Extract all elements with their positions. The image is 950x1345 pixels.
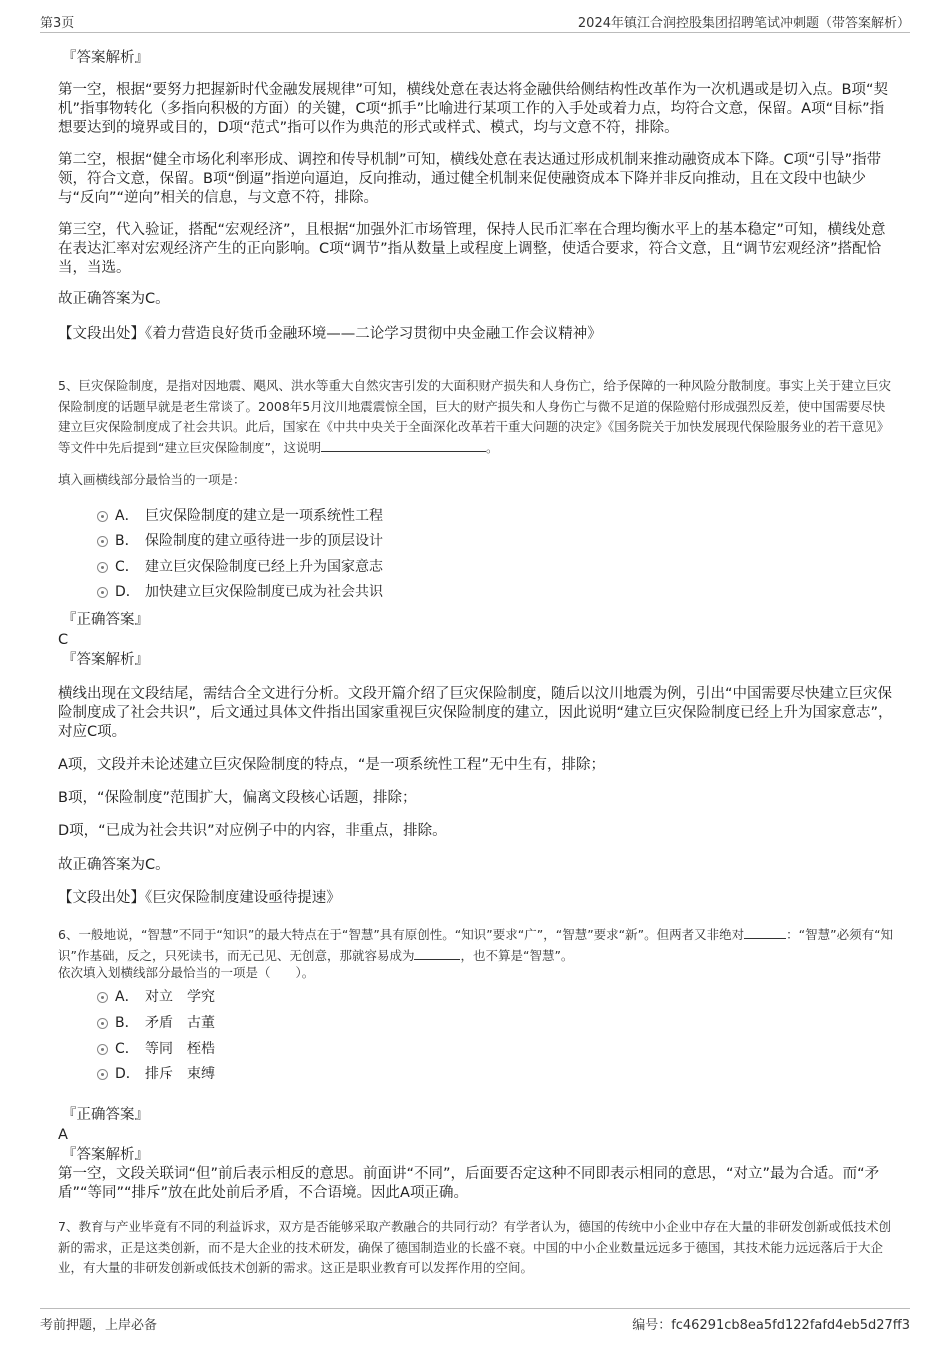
option-text: 加快建立巨灾保险制度已成为社会共识 [145, 584, 383, 600]
page-footer [40, 1308, 910, 1333]
q6-blank-2 [414, 947, 460, 960]
option-text: 排斥 束缚 [145, 1066, 215, 1082]
q5-analysis-p4: D项，“已成为社会共识”对应例子中的内容，非重点，排除。 [58, 823, 447, 839]
option-text: 矛盾 古董 [145, 1015, 215, 1031]
option-letter: D． [115, 1066, 140, 1082]
option-letter: C． [115, 1041, 139, 1057]
option-letter: B． [115, 533, 139, 549]
radio-icon[interactable] [97, 1044, 108, 1055]
q6-stem-text-2: ：“智慧”必须有“知识”作基础，反之，只死读书，而无己见、无创意，那就容易成为 [58, 927, 894, 963]
q5-analysis-p3: B项，“保险制度”范围扩大，偏离文段核心话题，排除； [58, 790, 417, 806]
q5-instruction: 填入画横线部分最恰当的一项是： [58, 472, 246, 487]
q7-stem: 7、教育与产业毕竟有不同的利益诉求，双方是否能够采取产教融合的共同行动？有学者认为，德国的传统中小企业中存在大量的非研发创新或低技术创新的需求，正是这类创新，而不是大企业的技术研发，确保了德国制造业的长盛不衰。中国的中小企业数量远远多于德国，其技术能力远远落后于大企业，有大量的非研发创新或低技术创新的需求。这正是职业教育可以发挥作用的空间。 [58, 1219, 891, 1275]
q5-stem-end: 。 [485, 439, 499, 455]
q5-stem-text: 5、巨灾保险制度，是指对因地震、飓风、洪水等重大自然灾害引发的大面积财产损失和人身伤亡，给予保障的一种风险分散制度。事实上关于建立巨灾保险制度的话题早就是老生常谈了。2008年5月汶川地震震惊全国，巨大的财产损失和人身伤亡与微不足道的保险赔付形成强烈反差，使中国需要尽快建立巨灾保险制度成了社会共识。此后，国家在《中共中央关于全面深化改革若干重大问题的决定》《国务院关于加快发展现代保险服务业的若干意见》等文件中先后提到“建立巨灾保险制度”，这说明 [58, 378, 891, 455]
q6-stem-text-1: 6、一般地说，“智慧”不同于“知识”的最大特点在于“智慧”具有原创性。“知识”要求“广”，“智慧”要求“新”。但两者又非绝对 [58, 927, 745, 942]
q5-conclusion: 故正确答案为C。 [58, 857, 170, 873]
option-letter: D． [115, 584, 140, 600]
radio-icon[interactable] [97, 536, 108, 547]
q4-conclusion: 故正确答案为C。 [58, 291, 170, 307]
radio-icon[interactable] [97, 992, 108, 1003]
radio-icon[interactable] [97, 511, 108, 522]
option-letter: C． [115, 559, 139, 575]
q6-answer: A [58, 1127, 68, 1143]
q5-analysis-p2: A项，文段并未论述建立巨灾保险制度的特点，“是一项系统性工程”无中生有，排除； [58, 757, 605, 773]
q5-source: 【文段出处】《巨灾保险制度建设亟待提速》 [58, 890, 341, 906]
q4-analysis-label: 『答案解析』 [62, 50, 149, 66]
page-header [40, 10, 910, 33]
q5-blank [321, 439, 486, 452]
q4-analysis-p1: 第一空，根据“要努力把握新时代金融发展规律”可知，横线处意在表达将金融供给侧结构性改革作为一次机遇或是切入点。B项“契机”指事物转化（多指向积极的方面）的关键，C项“抓手”比喻进行某项工作的入手处或着力点，均符合文意，保留。A项“目标”指想要达到的境界或目的，D项“范式”指可以作为典范的形式或样式、模式，均与文意不符，排除。 [58, 82, 888, 136]
option-text: 巨灾保险制度的建立是一项系统性工程 [145, 508, 383, 524]
q6-answer-label: 『正确答案』 [62, 1107, 149, 1123]
option-letter: B． [115, 1015, 139, 1031]
document-title: 2024年镇江合润控股集团招聘笔试冲刺题（带答案解析） [577, 16, 910, 31]
document-code: 编号：fc46291cb8ea5fd122fafd4eb5d27ff3 [632, 1318, 910, 1333]
q4-source: 【文段出处】《着力营造良好货币金融环境——二论学习贯彻中央金融工作会议精神》 [58, 326, 602, 342]
option-text: 对立 学究 [145, 989, 215, 1005]
q5-stem [58, 376, 894, 458]
q6-blank-1 [744, 926, 786, 939]
page-number: 第3页 [40, 16, 75, 31]
q5-answer: C [58, 632, 69, 648]
radio-icon[interactable] [97, 562, 108, 573]
radio-icon[interactable] [97, 587, 108, 598]
q5-answer-label: 『正确答案』 [62, 612, 149, 628]
radio-icon[interactable] [97, 1018, 108, 1029]
q6-analysis-label: 『答案解析』 [62, 1147, 149, 1163]
option-text: 等同 桎梏 [145, 1041, 215, 1057]
q4-analysis-p3: 第三空，代入验证，搭配“宏观经济”，且根据“加强外汇市场管理，保持人民币汇率在合理均衡水平上的基本稳定”可知，横线处意在表达汇率对宏观经济产生的正向影响。C项“调节”指从数量上或程度上调整，使适合要求，符合文意，且“调节宏观经济”搭配恰当，当选。 [58, 222, 886, 276]
option-letter: A． [115, 989, 139, 1005]
footer-slogan: 考前押题，上岸必备 [40, 1318, 158, 1333]
q6-instruction: 依次填入划横线部分最恰当的一项是（ ）。 [58, 965, 315, 980]
q5-analysis-p1: 横线出现在文段结尾，需结合全文进行分析。文段开篇介绍了巨灾保险制度，随后以汶川地震为例，引出“中国需要尽快建立巨灾保险制度成了社会共识”，后文通过具体文件指出国家重视巨灾保险制度的建立，因此说明“建立巨灾保险制度已经上升为国家意志”，对应C项。 [58, 686, 893, 740]
option-letter: A． [115, 508, 139, 524]
q5-analysis-label: 『答案解析』 [62, 652, 149, 668]
radio-icon[interactable] [97, 1069, 108, 1080]
q4-analysis-p2: 第二空，根据“健全市场化利率形成、调控和传导机制”可知，横线处意在表达通过形成机制来推动融资成本下降。C项“引导”指带领，符合文意，保留。B项“倒逼”指逆向逼迫，反向推动，通过健全机制来促使融资成本下降并非反向推动，且在文段中也缺少与“反向”“逆向”相关的信息，与文意不符，排除。 [58, 152, 882, 206]
q6-analysis: 第一空，文段关联词“但”前后表示相反的意思。前面讲“不同”，后面要否定这种不同即表示相同的意思，“对立”最为合适。而“矛盾”“等同”“排斥”放在此处前后矛盾，不合语境。因此A项正确。 [58, 1166, 880, 1201]
option-text: 保险制度的建立亟待进一步的顶层设计 [145, 533, 383, 549]
option-text: 建立巨灾保险制度已经上升为国家意志 [145, 559, 383, 575]
q6-stem [58, 925, 900, 966]
q6-stem-text-3: ，也不算是“智慧”。 [460, 947, 574, 963]
